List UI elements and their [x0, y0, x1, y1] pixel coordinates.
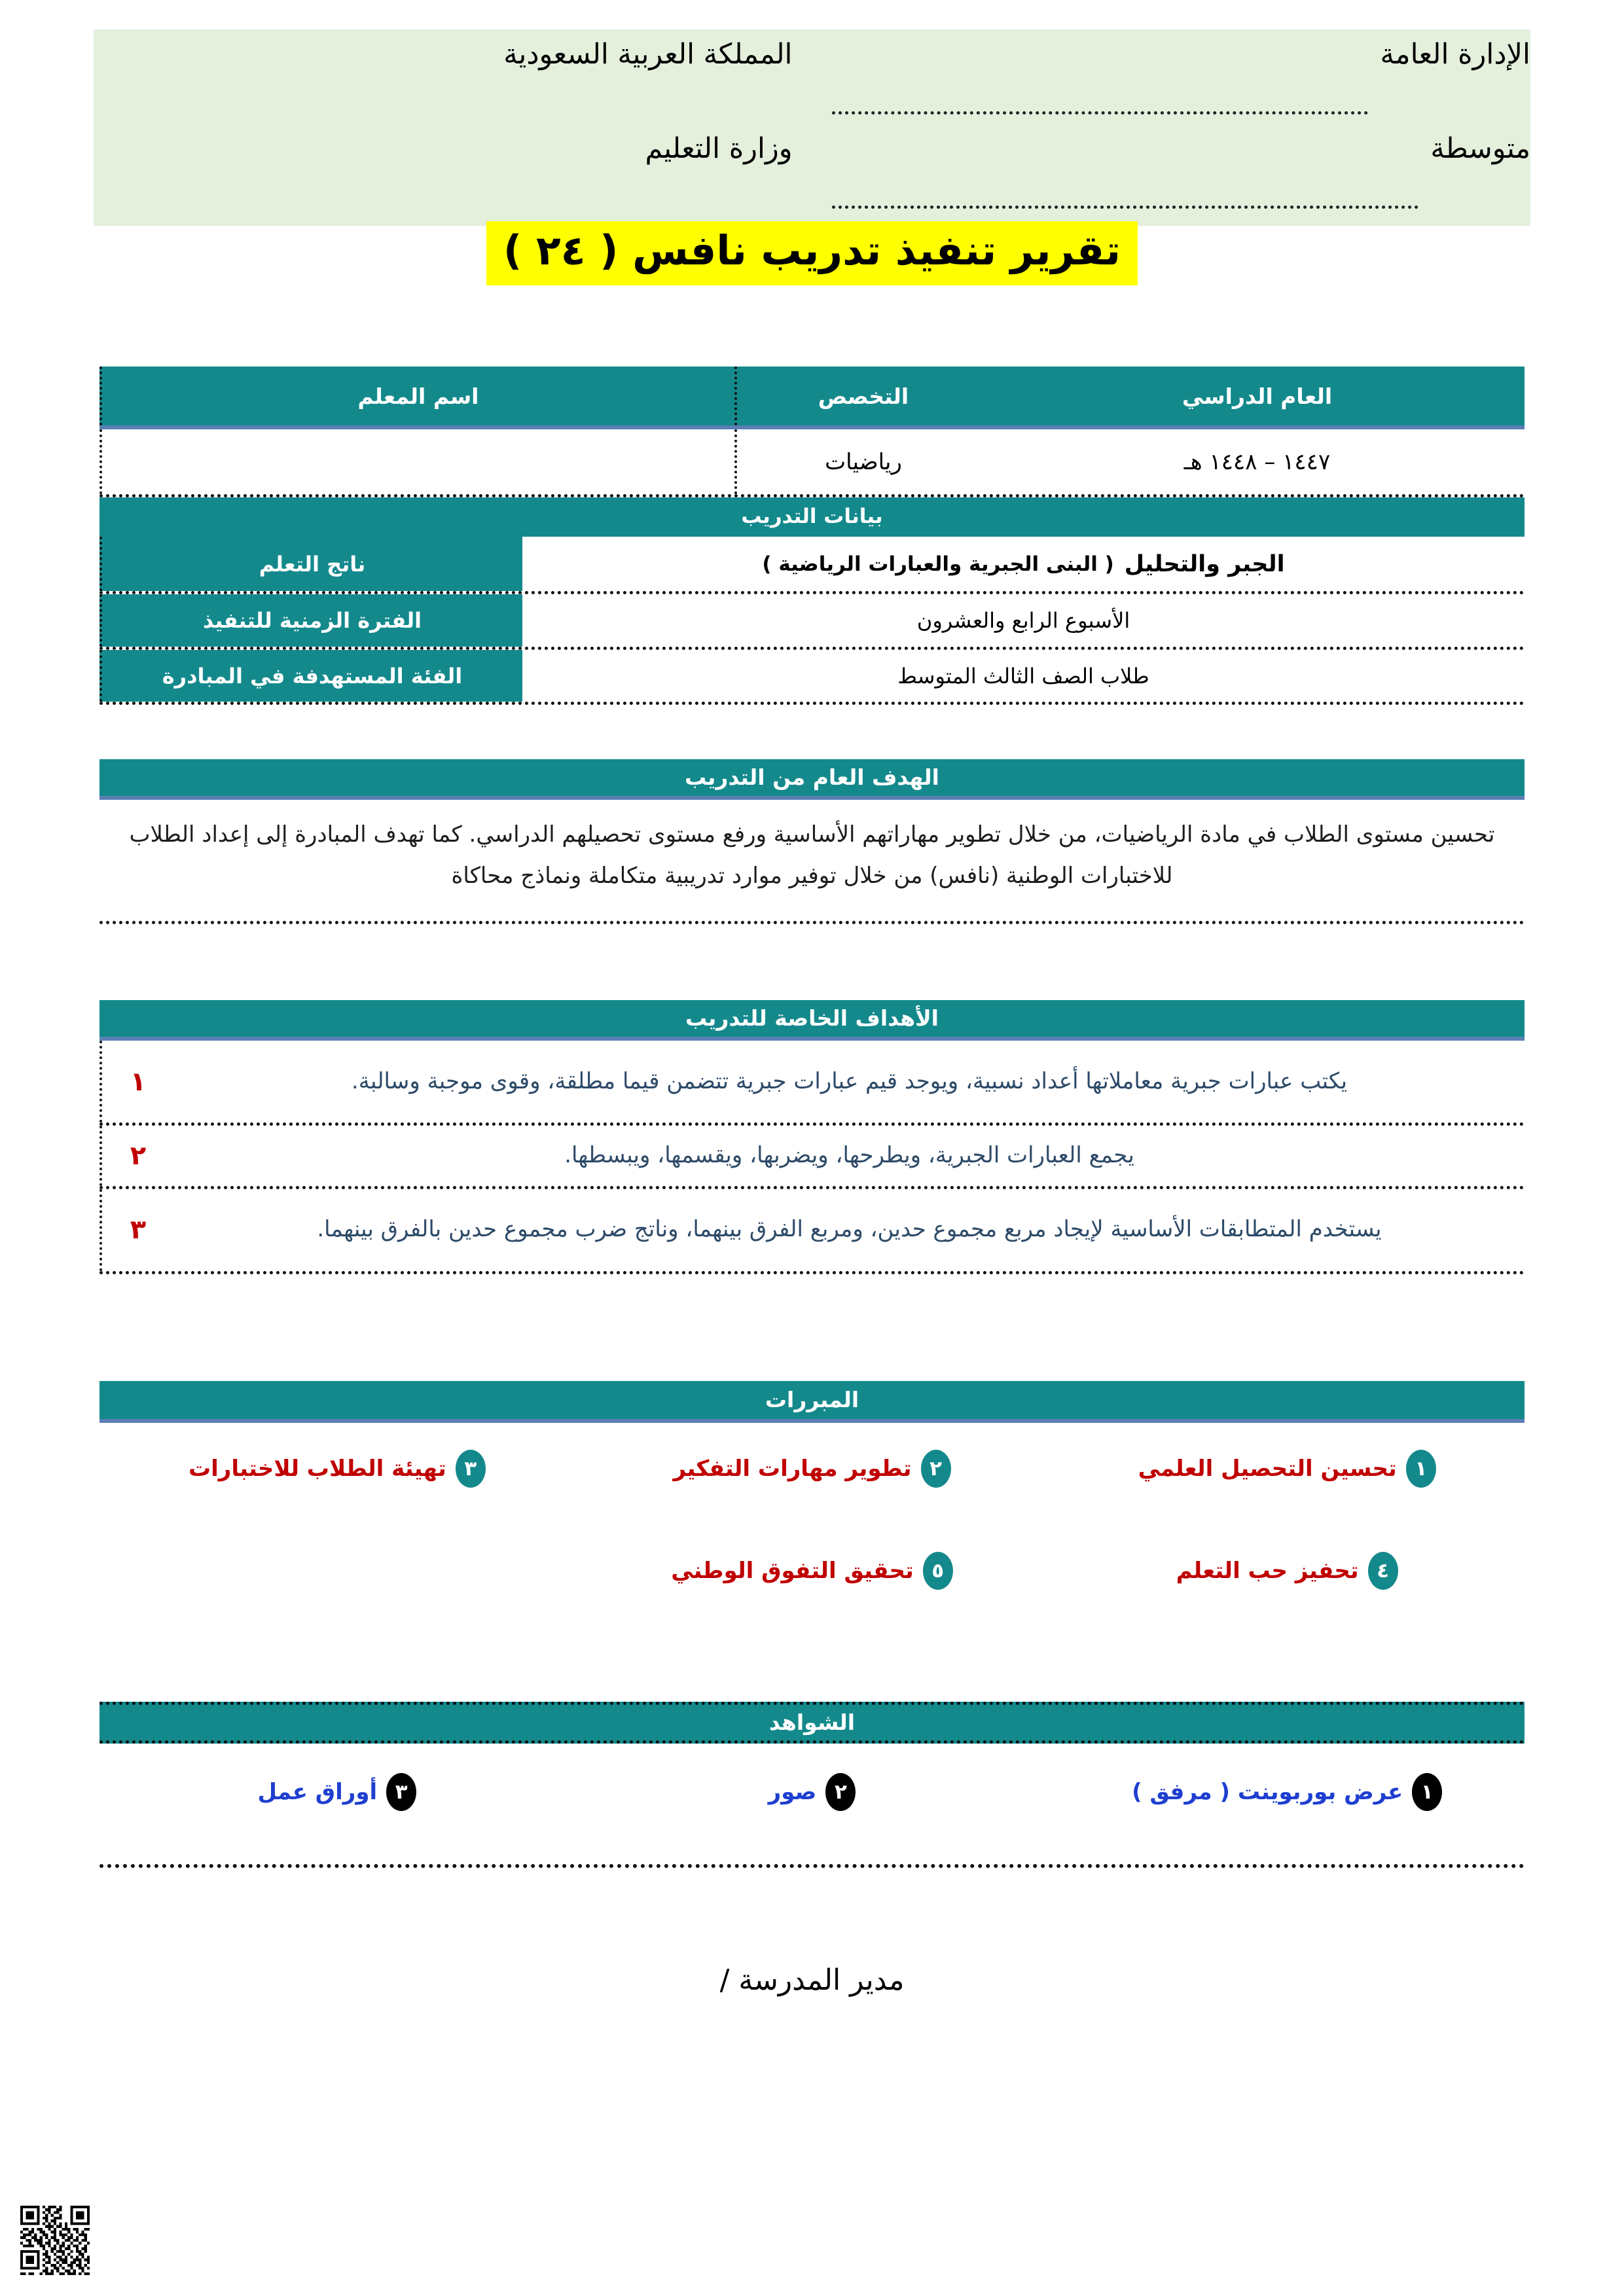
justification-label-3: تهيئة الطلاب للاختبارات	[188, 1456, 446, 1482]
period-value: الأسبوع الرابع والعشرون	[522, 594, 1525, 647]
justifications-area	[99, 1423, 1525, 1602]
teacher-info-value-row	[99, 429, 1525, 497]
letterhead-left-row-2	[832, 132, 1531, 226]
evidence-badge-2: ٢	[825, 1773, 856, 1811]
objective-text-2: يجمع العبارات الجبرية، ويطرحها، ويضربها، ويقسمها، ويبسطها.	[174, 1126, 1525, 1186]
ministry-label: وزارة التعليم	[645, 132, 793, 165]
letterhead-right-column	[94, 29, 812, 226]
justifications-row-1	[99, 1437, 1525, 1500]
general-goal-band: الهدف العام من التدريب	[99, 759, 1525, 800]
justification-badge-1: ١	[1406, 1450, 1436, 1488]
training-row-target-group	[99, 650, 1525, 705]
justification-label-2: تطوير مهارات التفكير	[673, 1456, 912, 1482]
administration-label: الإدارة العامة	[1380, 38, 1530, 71]
header-academic-year: العام الدراسي	[990, 367, 1525, 425]
justification-label-4: تحفيز حب التعلم	[1176, 1558, 1359, 1584]
evidence-bottom-divider	[99, 1864, 1525, 1868]
evidence-label-3: أوراق عمل	[257, 1779, 378, 1805]
justification-badge-5: ٥	[923, 1552, 953, 1590]
value-academic-year: ١٤٤٧ – ١٤٤٨ هـ	[990, 429, 1525, 494]
objective-text-3: يستخدم المتطابقات الأساسية لإيجاد مربع مجموع حدين، ومربع الفرق بينهما، وناتج ضرب مجموع حدين بالفرق بينهما.	[174, 1189, 1525, 1271]
training-data-band: بيانات التدريب	[99, 497, 1525, 537]
objective-row	[99, 1126, 1525, 1189]
justification-item	[1049, 1552, 1525, 1590]
justification-item	[575, 1552, 1050, 1590]
school-name-dotted-line	[832, 206, 1419, 209]
specific-objectives-table	[99, 1041, 1525, 1274]
objective-number-3: ٣	[99, 1189, 174, 1271]
target-group-value: طلاب الصف الثالث المتوسط	[522, 650, 1525, 702]
justification-item	[99, 1450, 575, 1488]
objective-number-2: ٢	[99, 1126, 174, 1186]
justification-badge-3: ٣	[456, 1450, 486, 1488]
administration-dotted-line	[832, 111, 1369, 115]
justification-label-5: تحقيق التفوق الوطني	[671, 1558, 914, 1584]
header-teacher-name: اسم المعلم	[99, 367, 734, 425]
training-row-learning-outcome	[99, 537, 1525, 594]
objective-number-1: ١	[99, 1041, 174, 1122]
letterhead	[94, 29, 1530, 226]
letterhead-left-column	[812, 29, 1531, 226]
justifications-band: المبررات	[99, 1381, 1525, 1423]
period-label: الفترة الزمنية للتنفيذ	[99, 594, 522, 647]
evidence-item	[1049, 1773, 1525, 1811]
learning-outcome-main: الجبر والتحليل	[1124, 550, 1285, 577]
letterhead-left-row-1	[832, 37, 1531, 132]
kingdom-label: المملكة العربية السعودية	[503, 38, 793, 71]
page-title: تقرير تنفيذ تدريب نافس ( ٢٤ )	[486, 221, 1138, 285]
objective-text-1: يكتب عبارات جبرية معاملاتها أعداد نسبية، ويوجد قيم عبارات جبرية تتضمن قيما مطلقة، وقوى موجبة وسالبة.	[174, 1041, 1525, 1122]
justifications-row-2	[99, 1539, 1525, 1602]
learning-outcome-label: ناتج التعلم	[99, 537, 522, 591]
justification-item	[1049, 1450, 1525, 1488]
justification-badge-4: ٤	[1368, 1552, 1398, 1590]
header-specialization: التخصص	[734, 367, 990, 425]
learning-outcome-value	[522, 537, 1525, 591]
page-title-container	[0, 221, 1624, 285]
evidence-badge-1: ١	[1412, 1773, 1442, 1811]
teacher-info-table	[99, 367, 1525, 497]
evidence-row	[99, 1761, 1525, 1823]
evidence-label-2: صور	[768, 1779, 817, 1805]
evidence-item	[99, 1773, 575, 1811]
school-type-label: متوسطة	[1430, 132, 1530, 165]
target-group-label: الفئة المستهدفة في المبادرة	[99, 650, 522, 702]
signature-line: مدير المدرسة /	[719, 1964, 905, 1997]
general-goal-text: تحسين مستوى الطلاب في مادة الرياضيات، من خلال تطوير مهاراتهم الأساسية ورفع مستوى تحصيلهم الدراسي. كما تهدف المبادرة إلى إعداد الطلاب للاختبارات الوطنية (نافس) من خلال توفير موارد تدريبية متكاملة ونماذج محاكاة	[99, 800, 1525, 924]
evidence-item	[575, 1773, 1050, 1811]
justification-badge-2: ٢	[921, 1450, 951, 1488]
objective-row	[99, 1041, 1525, 1126]
teacher-info-header-row	[99, 367, 1525, 429]
objective-row	[99, 1189, 1525, 1274]
justification-item	[575, 1450, 1050, 1488]
evidence-label-1: عرض بوربوينت ( مرفق )	[1132, 1779, 1403, 1805]
specific-objectives-band: الأهداف الخاصة للتدريب	[99, 1000, 1525, 1041]
justification-label-1: تحسين التحصيل العلمي	[1138, 1456, 1397, 1482]
letterhead-right-row-2	[94, 132, 793, 226]
training-data-table	[99, 537, 1525, 705]
evidence-badge-3: ٣	[386, 1773, 416, 1811]
learning-outcome-sub: ( البنى الجبرية والعبارات الرياضية )	[762, 552, 1114, 576]
evidence-band: الشواهد	[99, 1702, 1525, 1744]
qr-code	[20, 2206, 90, 2275]
value-specialization: رياضيات	[734, 429, 990, 494]
evidence-area	[99, 1744, 1525, 1823]
letterhead-right-row-1	[94, 37, 793, 132]
training-row-period	[99, 594, 1525, 650]
value-teacher-name	[99, 429, 734, 494]
